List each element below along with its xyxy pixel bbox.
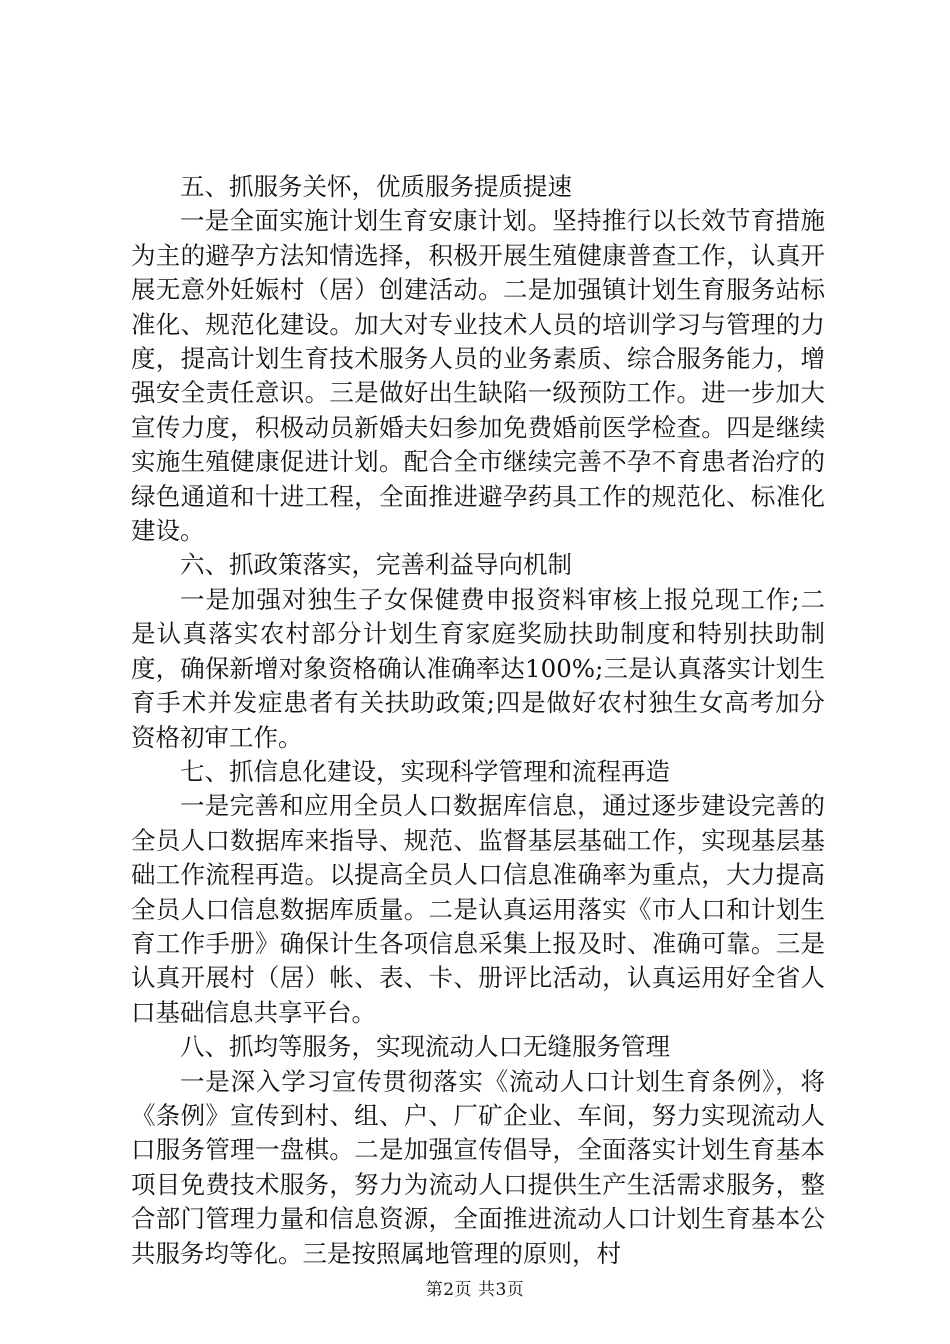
section-body-8: 一是深入学习宣传贯彻落实《流动人口计划生育条例》，将《条例》宣传到村、组、户、厂矿企业、车间，努力实现流动人口服务管理一盘棋。二是加强宣传倡导，全面落实计划生育基本项目免费技术服务，努力为流动人口提供生产生活需求服务，整合部门管理力量和信息资源，全面推进流动人口计划生育基本公共服务均等化。三是按照属地管理的原则，村	[131, 1066, 825, 1268]
document-body	[131, 170, 825, 1271]
section-body-6: 一是加强对独生子女保健费申报资料审核上报兑现工作;二是认真落实农村部分计划生育家庭奖励扶助制度和特别扶助制度，确保新增对象资格确认准确率达100%;三是认真落实计划生育手术并发症患者有关扶助政策;四是做好农村独生女高考加分资格初审工作。	[131, 584, 825, 752]
section-heading-6: 六、抓政策落实，完善利益导向机制	[180, 550, 572, 580]
section-heading-7: 七、抓信息化建设，实现科学管理和流程再造	[180, 756, 670, 786]
section-body-5: 一是全面实施计划生育安康计划。坚持推行以长效节育措施为主的避孕方法知情选择，积极开展生殖健康普查工作，认真开展无意外妊娠村（居）创建活动。二是加强镇计划生育服务站标准化、规范化建设。加大对专业技术人员的培训学习与管理的力度，提高计划生育技术服务人员的业务素质、综合服务能力，增强安全责任意识。三是做好出生缺陷一级预防工作。进一步加大宣传力度，积极动员新婚夫妇参加免费婚前医学检查。四是继续实施生殖健康促进计划。配合全市继续完善不孕不育患者治疗的绿色通道和十进工程，全面推进避孕药具工作的规范化、标准化建设。	[131, 206, 825, 546]
section-body-7: 一是完善和应用全员人口数据库信息，通过逐步建设完善的全员人口数据库来指导、规范、监督基层基础工作，实现基层基础工作流程再造。以提高全员人口信息准确率为重点，大力提高全员人口信息数据库质量。二是认真运用落实《市人口和计划生育工作手册》确保计生各项信息采集上报及时、准确可靠。三是认真开展村（居）帐、表、卡、册评比活动，认真运用好全省人口基础信息共享平台。	[131, 791, 825, 1027]
section-heading-5: 五、抓服务关怀，优质服务提质提速	[180, 172, 572, 201]
section-heading-8: 八、抓均等服务，实现流动人口无缝服务管理	[180, 1032, 670, 1062]
page-number-footer: 第2页 共3页	[425, 1280, 525, 1300]
